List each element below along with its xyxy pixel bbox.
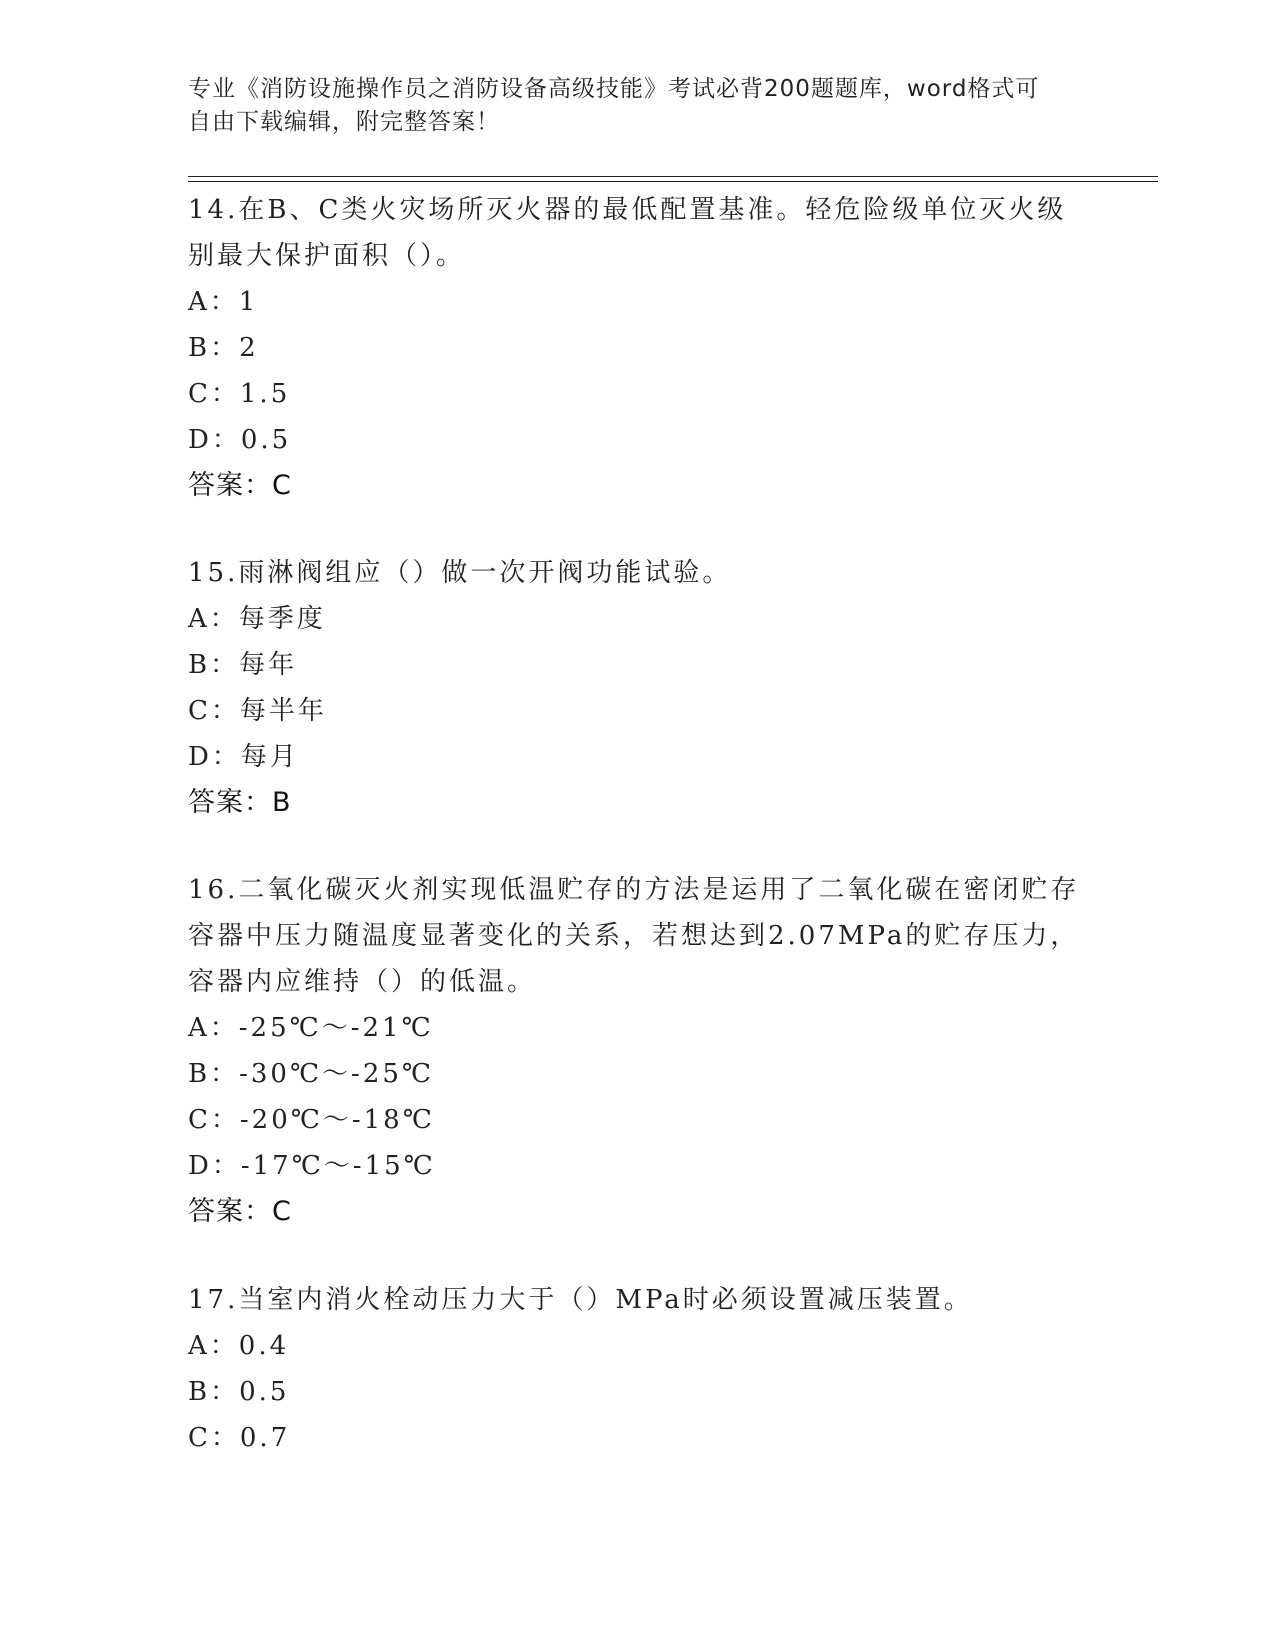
option-d: D：0.5	[188, 425, 292, 455]
option-b: B：2	[188, 333, 259, 363]
question-stem-line: 17.当室内消火栓动压力大于（）MPa时必须设置减压装置。	[188, 1285, 973, 1315]
header-divider-bottom	[188, 181, 1158, 182]
header-line-1: 专业《消防设施操作员之消防设备高级技能》考试必背200题题库，word格式可	[188, 76, 1040, 102]
answer-line: 答案：C	[188, 470, 292, 501]
option-a: A：每季度	[188, 604, 326, 634]
answer-line: 答案：B	[188, 787, 292, 818]
question-17	[188, 1277, 1088, 1461]
header-divider-top	[188, 176, 1158, 177]
question-stem-line: 16.二氧化碳灭火剂实现低温贮存的方法是运用了二氧化碳在密闭贮存	[188, 875, 1080, 905]
question-stem-line: 别最大保护面积（）。	[188, 241, 466, 271]
question-stem-line: 容器中压力随温度显著变化的关系，若想达到2.07MPa的贮存压力，	[188, 921, 1080, 951]
option-d: D：-17℃～-15℃	[188, 1151, 436, 1181]
option-c: C：-20℃～-18℃	[188, 1105, 435, 1135]
question-14	[188, 187, 1088, 509]
option-a: A：1	[188, 287, 259, 317]
option-c: C：每半年	[188, 696, 327, 726]
document-header	[188, 73, 1068, 139]
option-a: A：-25℃～-21℃	[188, 1013, 434, 1043]
question-stem-line: 15.雨淋阀组应（）做一次开阀功能试验。	[188, 558, 732, 588]
header-line-2: 自由下载编辑，附完整答案！	[188, 109, 500, 135]
option-c: C：1.5	[188, 379, 291, 409]
option-a: A：0.4	[188, 1331, 290, 1361]
option-b: B：每年	[188, 650, 298, 680]
option-c: C：0.7	[188, 1423, 291, 1453]
option-b: B：0.5	[188, 1377, 290, 1407]
option-d: D：每月	[188, 742, 299, 772]
answer-line: 答案：C	[188, 1196, 292, 1227]
option-b: B：-30℃～-25℃	[188, 1059, 435, 1089]
question-stem-line: 14.在B、C类火灾场所灭火器的最低配置基准。轻危险级单位灭火级	[188, 195, 1067, 225]
question-stem-line: 容器内应维持（）的低温。	[188, 967, 537, 997]
question-16	[188, 867, 1088, 1235]
question-15	[188, 550, 1088, 826]
